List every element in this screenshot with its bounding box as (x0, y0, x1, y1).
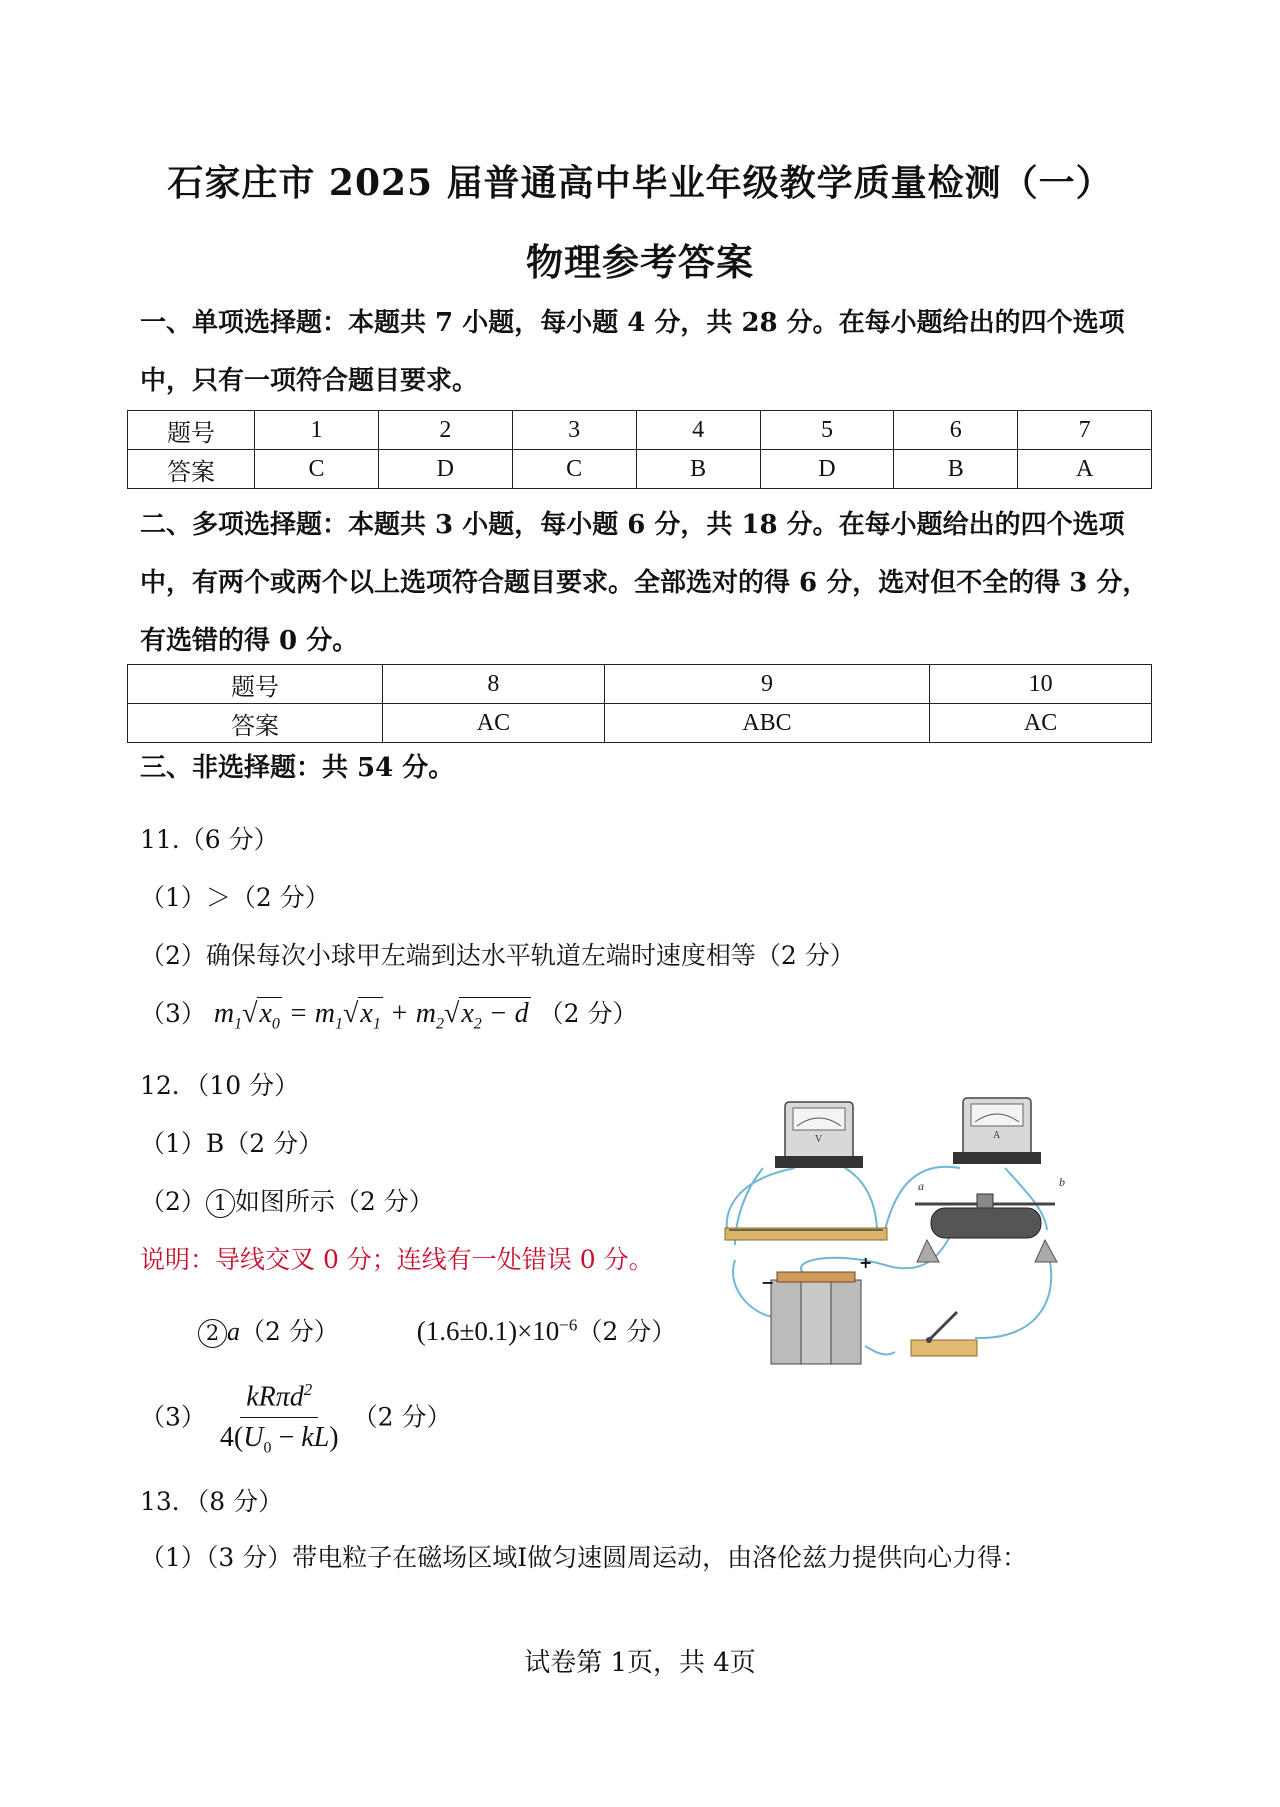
q12-part2 (140, 1182, 434, 1218)
question-number-cell: 6 (894, 411, 1018, 450)
table-header-cell: 答案 (128, 450, 255, 489)
q12-answer-end: a (227, 1317, 240, 1346)
answer-cell: C (512, 450, 636, 489)
knife-switch (911, 1312, 977, 1356)
q12-part2-text: 如图所示（2 分） (234, 1187, 434, 1216)
answer-cell: A (1018, 450, 1152, 489)
question-number-cell: 8 (383, 665, 605, 704)
q12-part3-prefix: （3） (140, 1402, 206, 1432)
section1-answer-table (127, 410, 1152, 489)
document-subtitle: 物理参考答案 (526, 240, 754, 284)
q12-part1: （1）B（2 分） (140, 1129, 324, 1158)
page-footer: 试卷第 1页，共 4页 (524, 1648, 756, 1678)
section1-heading: 一、单项选择题：本题共 7 小题，每小题 4 分，共 28 分。在每小题给出的四个选项中，只有一项符合题目要求。 (140, 308, 1125, 396)
table-header-cell: 题号 (128, 411, 255, 450)
resistance-wire-board (725, 1228, 887, 1240)
question-number-cell: 7 (1018, 411, 1152, 450)
q12-part2b-score: （2 分） (240, 1317, 339, 1346)
circled-number: 2 (198, 1319, 227, 1348)
answer-cell: D (378, 450, 512, 489)
answer-cell: C (255, 450, 379, 489)
momentum-formula: $m_1√x_0 = m_1√x_1 + m_2√x_2 - d$ (213, 998, 529, 1033)
resistivity-value: (1.6±0.1)×10 (416, 1316, 560, 1346)
question-number-cell: 3 (512, 411, 636, 450)
section3-heading: 三、非选择题：共 54 分。 (140, 753, 455, 783)
answer-cell: ABC (604, 704, 929, 743)
rheostat-end-b: b (1059, 1175, 1065, 1189)
question-number-cell: 2 (378, 411, 512, 450)
section2-heading: 二、多项选择题：本题共 3 小题，每小题 6 分，共 18 分。在每小题给出的四个选项中，有两个或两个以上选项符合题目要求。全部选对的得 6 分，选对但不全的得 3 分，有选错的得 0 分。 (140, 510, 1149, 656)
table-header-cell: 答案 (128, 704, 383, 743)
table-row (128, 411, 1152, 450)
battery-minus: − (761, 1273, 775, 1292)
document-title: 石家庄市 2025 届普通高中毕业年级教学质量检测（一） (167, 162, 1113, 204)
resistivity-exponent: −6 (559, 1315, 578, 1335)
grading-note: 说明：导线交叉 0 分；连线有一处错误 0 分。 (140, 1245, 654, 1274)
table-row (128, 665, 1152, 704)
q12-part2-prefix: （2） (140, 1187, 206, 1216)
table-row (128, 704, 1152, 743)
q12-part2b-score2: （2 分） (577, 1317, 677, 1346)
q11-part3 (140, 994, 638, 1034)
q11-part1: （1）＞（2 分） (140, 883, 330, 912)
q12-part3-score: （2 分） (352, 1402, 452, 1432)
ammeter-label: A (993, 1130, 1001, 1141)
q12-part3 (140, 1380, 451, 1458)
q13-part1: （1）（3 分）带电粒子在磁场区域Ⅰ做匀速圆周运动，由洛伦兹力提供向心力得： (140, 1543, 1028, 1572)
rheostat-end-a: a (918, 1179, 924, 1193)
question-number-cell: 10 (930, 665, 1152, 704)
q11-part2: （2）确保每次小球甲左端到达水平轨道左端时速度相等（2 分） (140, 941, 855, 970)
question-number-cell: 1 (255, 411, 379, 450)
battery-plus: + (859, 1253, 873, 1272)
circuit-diagram (715, 1090, 1095, 1390)
question-number-cell: 5 (760, 411, 894, 450)
q12-title: 12．（10 分） (140, 1071, 300, 1100)
q12-part2b (198, 1312, 676, 1348)
battery (761, 1253, 872, 1364)
fraction-formula: $\frac{kR\pi d^2}{4(U_0 - kL)}$ (219, 1380, 339, 1457)
ammeter (953, 1098, 1041, 1164)
q11-part3-prefix: （3） (140, 999, 206, 1028)
section2-answer-table (127, 664, 1152, 743)
sliding-rheostat (915, 1175, 1065, 1262)
q11-title: 11.（6 分） (140, 825, 279, 854)
table-row (128, 450, 1152, 489)
answer-cell: AC (930, 704, 1152, 743)
q13-title: 13．（8 分） (140, 1487, 284, 1516)
answer-cell: B (894, 450, 1018, 489)
voltmeter-label: V (815, 1134, 823, 1145)
table-header-cell: 题号 (128, 665, 383, 704)
answer-cell: D (760, 450, 894, 489)
answer-cell: B (636, 450, 760, 489)
question-number-cell: 9 (604, 665, 929, 704)
answer-cell: AC (383, 704, 605, 743)
circled-number: 1 (206, 1189, 235, 1218)
voltmeter (775, 1102, 863, 1168)
q11-part3-score: （2 分） (538, 999, 638, 1028)
question-number-cell: 4 (636, 411, 760, 450)
